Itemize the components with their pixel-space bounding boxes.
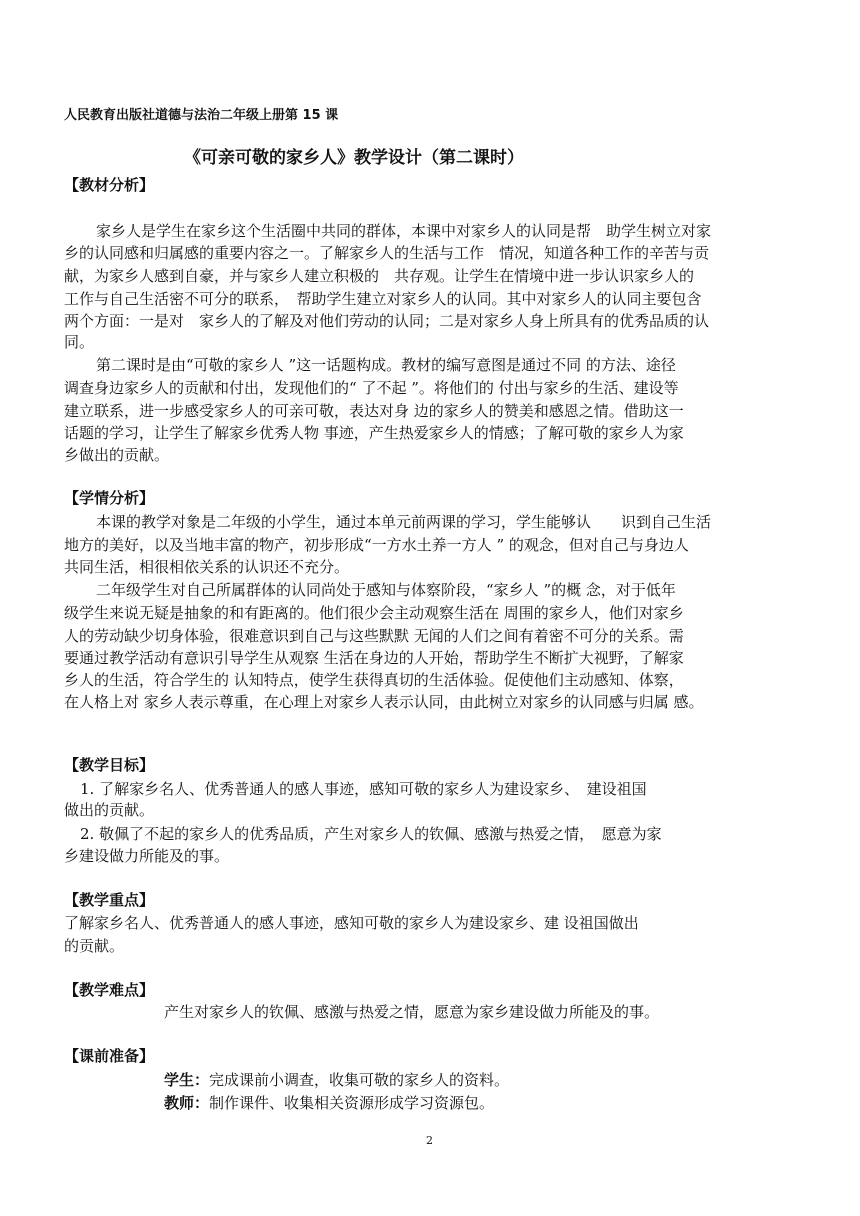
paragraph-line: 家乡人是学生在家乡这个生活圈中共同的群体，本课中对家乡人的认同是帮 助学生树立对家 xyxy=(96,222,712,240)
paragraph-line: 的贡献。 xyxy=(64,937,125,955)
objective-line: 乡建设做力所能及的事。 xyxy=(64,847,230,865)
paragraph-line: 产生对家乡人的钦佩、感激与热爱之情，愿意为家乡建设做力所能及的事。 xyxy=(164,1003,660,1021)
paragraph-line: 乡人的生活，符合学生的 认知特点，使学生获得真切的生活体验。促使他们主动感知、体察， xyxy=(64,671,684,689)
paragraph-line: 同。 xyxy=(64,333,95,351)
paragraph-line: 第二课时是由“可敬的家乡人 ”这一话题构成。教材的编写意图是通过不同 的方法、途径 xyxy=(96,356,676,374)
paragraph-line: 要通过教学活动有意识引导学生从观察 生活在身边的人开始，帮助学生不断扩大视野，了解家 xyxy=(64,649,684,667)
objective-line: 1. 了解家乡名人、优秀普通人的感人事迹，感知可敬的家乡人为建设家乡、 建设祖国 xyxy=(80,780,647,798)
paragraph-line: 两个方面：一是对 家乡人的了解及对他们劳动的认同；二是对家乡人身上所具有的优秀品质的认 xyxy=(64,312,710,330)
section-heading-preparation: 【课前准备】 xyxy=(64,1047,155,1065)
paragraph-line: 话题的学习，让学生了解家乡优秀人物 事迹，产生热爱家乡人的情感；了解可敬的家乡人为家 xyxy=(64,424,684,442)
paragraph-line: 了解家乡名人、优秀普通人的感人事迹，感知可敬的家乡人为建设家乡、建 设祖国做出 xyxy=(64,914,639,932)
student-label: 学生： xyxy=(164,1071,210,1089)
paragraph-line: 地方的美好，以及当地丰富的物产，初步形成“一方水土养一方人 ” 的观念，但对自己与身边人 xyxy=(64,536,689,554)
section-heading-learner-analysis: 【学情分析】 xyxy=(64,489,155,507)
objective-line: 做出的贡献。 xyxy=(64,801,155,819)
paragraph-line: 工作与自己生活密不可分的联系， 帮助学生建立对家乡人的认同。其中对家乡人的认同主要包含 xyxy=(64,290,702,308)
paragraph-line: 本课的教学对象是二年级的小学生，通过本单元前两课的学习，学生能够认 识到自己生活 xyxy=(96,513,712,531)
paragraph-line: 调查身边家乡人的贡献和付出，发现他们的“ 了不起 ”。将他们的 付出与家乡的生活、建设等 xyxy=(64,379,679,397)
teacher-label: 教师： xyxy=(164,1094,210,1112)
document-title: 《可亲可敬的家乡人》教学设计（第二课时） xyxy=(184,148,524,168)
paragraph-line: 级学生来说无疑是抽象的和有距离的。他们很少会主动观察生活在 周围的家乡人，他们对家乡 xyxy=(64,604,684,622)
objective-line: 2. 敬佩了不起的家乡人的优秀品质，产生对家乡人的钦佩、感激与热爱之情， 愿意为家 xyxy=(80,825,662,843)
paragraph-line: 乡做出的贡献。 xyxy=(64,446,170,464)
paragraph-line: 在人格上对 家乡人表示尊重，在心理上对家乡人表示认同，由此树立对家乡的认同感与归属 感。 xyxy=(64,693,704,711)
student-preparation xyxy=(164,1070,509,1090)
paragraph-line: 共同生活，相很相依关系的认识还不充分。 xyxy=(64,558,350,576)
section-heading-difficulties: 【教学难点】 xyxy=(64,981,155,999)
paragraph-line: 乡的认同感和归属感的重要内容之一。了解家乡人的生活与工作 情况，知道各种工作的辛苦与贡 xyxy=(64,244,710,262)
teacher-text: 制作课件、收集相关资源形成学习资源包。 xyxy=(209,1094,495,1112)
paragraph-line: 二年级学生对自己所属群体的认同尚处于感知与体察阶段，“家乡人 ”的概 念，对于低年 xyxy=(96,581,676,599)
section-heading-textbook-analysis: 【教材分析】 xyxy=(64,176,155,194)
header-line: 人民教育出版社道德与法治二年级上册第 15 课 xyxy=(64,108,339,123)
section-heading-teaching-objectives: 【教学目标】 xyxy=(64,756,155,774)
section-heading-key-points: 【教学重点】 xyxy=(64,891,155,909)
teacher-preparation xyxy=(164,1093,494,1113)
paragraph-line: 献，为家乡人感到自豪，并与家乡人建立积极的 共存观。让学生在情境中进一步认识家乡人的 xyxy=(64,267,695,285)
paragraph-line: 建立联系，进一步感受家乡人的可亲可敬，表达对身 边的家乡人的赞美和感恩之情。借助这一 xyxy=(64,402,684,420)
paragraph-line: 人的劳动缺少切身体验，很难意识到自己与这些默默 无闻的人们之间有着密不可分的关系。需 xyxy=(64,627,684,645)
page-number: 2 xyxy=(426,1134,433,1147)
student-text: 完成课前小调查，收集可敬的家乡人的资料。 xyxy=(209,1071,510,1089)
